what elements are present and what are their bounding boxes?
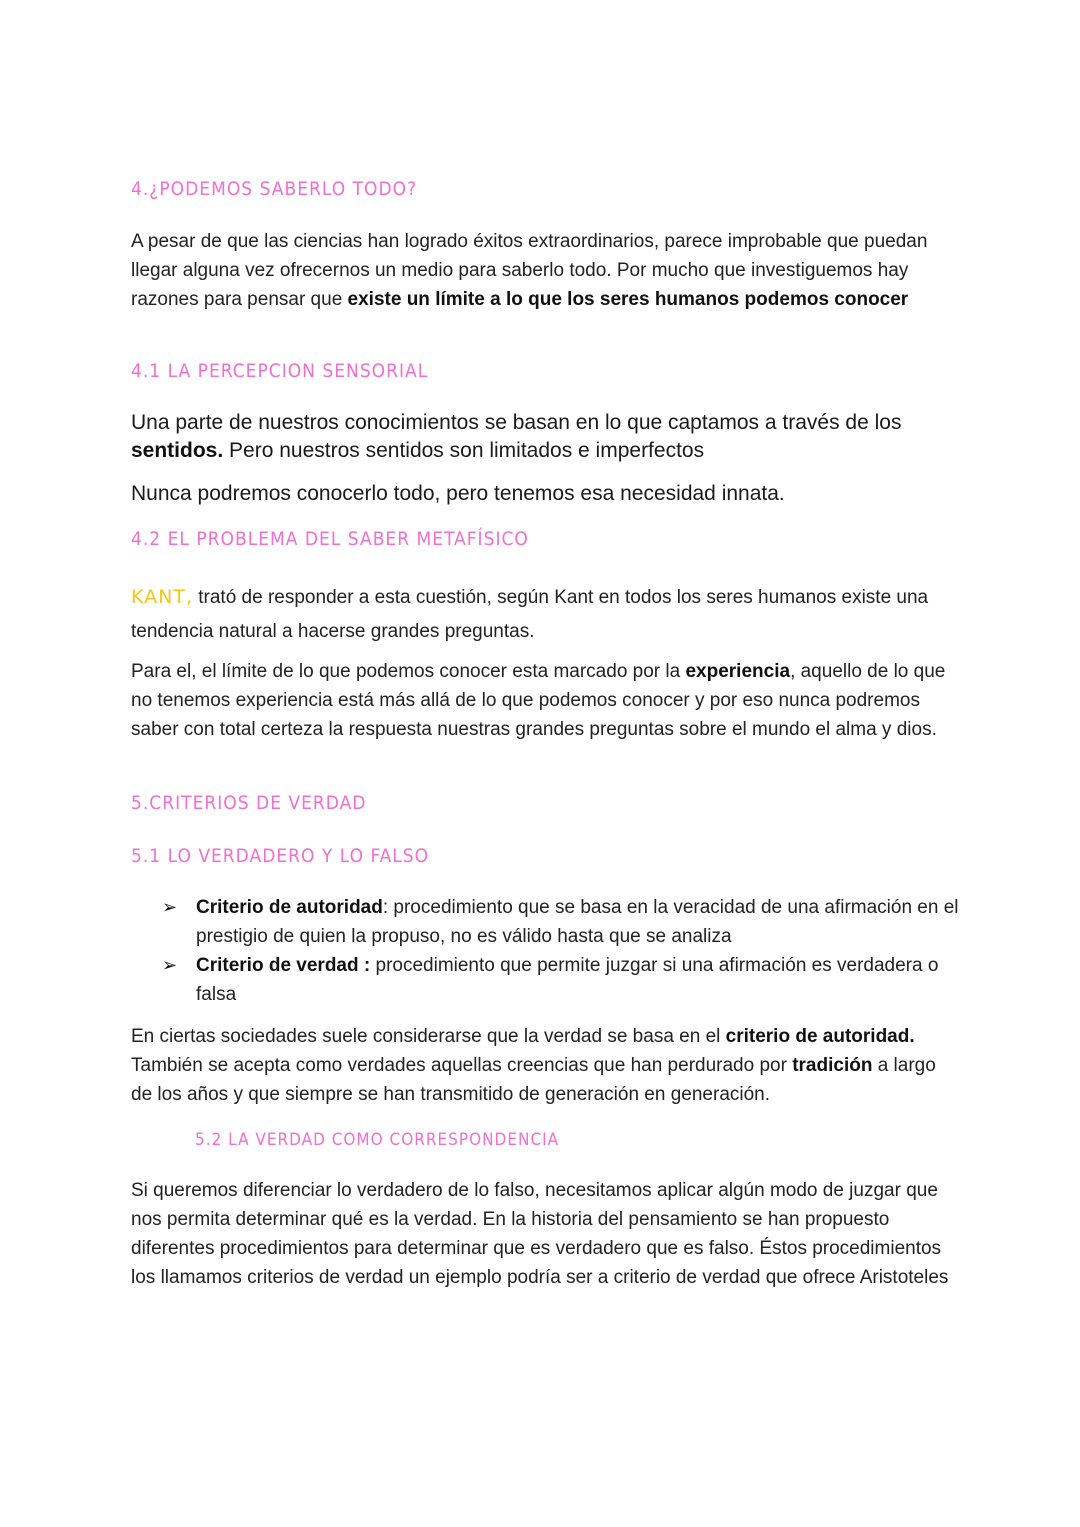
heading-5: 5.CRITERIOS DE VERDAD	[131, 792, 367, 814]
paragraph-text: , aquello de lo que no tenemos experiencia está más allá de lo que podemos conocer y por eso nunca podremos saber con total certeza la respuesta nuestras grandes preguntas sobre el mundo el alma y dios.	[131, 661, 946, 740]
paragraph-4-2-b	[131, 657, 951, 744]
paragraph-bold: sentidos.	[131, 439, 224, 462]
arrow-bullet-icon: ➢	[162, 955, 178, 975]
list-item-text: : procedimiento que se basa en la veracidad de una afirmación en el prestigio de quien la propuso, no es válido hasta que se analiza	[196, 897, 959, 947]
list-item-text: procedimiento que permite juzgar si una afirmación es verdadera o falsa	[196, 955, 939, 1005]
heading-5-1: 5.1 LO VERDADERO Y LO FALSO	[131, 845, 430, 867]
paragraph-text: Una parte de nuestros conocimientos se basan en lo que captamos a través de los	[131, 411, 902, 434]
paragraph-bold: existe un límite a lo que los seres humanos podemos conocer	[347, 289, 909, 310]
paragraph-4-1-b: Nunca podremos conocerlo todo, pero tenemos esa necesidad innata.	[131, 482, 785, 505]
paragraph-bold: experiencia	[685, 661, 791, 682]
heading-5-2: 5.2 LA VERDAD COMO CORRESPONDENCIA	[195, 1130, 560, 1150]
list-item-bold: Criterio de autoridad	[196, 897, 383, 918]
kant-label: KANT,	[131, 586, 193, 608]
paragraph-text: A pesar de que las ciencias han logrado éxitos extraordinarios, parece improbable que puedan llegar alguna vez ofrecernos un medio para saberlo todo. Por mucho que investiguemos hay razones para pensar que	[131, 231, 928, 310]
paragraph-4	[131, 227, 951, 314]
paragraph-4-1-a	[131, 409, 951, 465]
list-item-bold: Criterio de verdad :	[196, 955, 371, 976]
paragraph-text: Pero nuestros sentidos son limitados e imperfectos	[223, 439, 705, 462]
paragraph-5-1	[131, 1022, 951, 1109]
paragraph-bold: tradición	[792, 1055, 873, 1076]
paragraph-text: a largo de los años y que siempre se han transmitido de generación en generación.	[131, 1055, 936, 1105]
paragraph-bold: criterio de autoridad.	[725, 1026, 915, 1047]
arrow-bullet-icon: ➢	[162, 897, 178, 917]
paragraph-text: Para el, el límite de lo que podemos conocer esta marcado por la	[131, 661, 686, 682]
heading-4: 4.¿PODEMOS SABERLO TODO?	[131, 178, 418, 200]
paragraph-4-2-a	[131, 580, 951, 649]
criteria-list	[160, 893, 960, 1009]
paragraph-5-2: Si queremos diferenciar lo verdadero de lo falso, necesitamos aplicar algún modo de juzgar que nos permita determinar qué es la verdad. En la historia del pensamiento se han propuesto diferentes procedimientos para determinar que es verdadero que es falso. Éstos procedimientos los llamamos criterios de verdad un ejemplo podría ser a criterio de verdad que ofrece Aristoteles	[131, 1180, 949, 1288]
heading-4-2: 4.2 EL PROBLEMA DEL SABER METAFÍSICO	[131, 528, 529, 550]
paragraph-text: También se acepta como verdades aquellas creencias que han perdurado por	[131, 1055, 793, 1076]
list-item	[160, 893, 960, 951]
list-item	[160, 951, 960, 1009]
paragraph-text: En ciertas sociedades suele considerarse que la verdad se basa en el	[131, 1026, 726, 1047]
paragraph-text: trató de responder a esta cuestión, según Kant en todos los seres humanos existe una tendencia natural a hacerse grandes preguntas.	[131, 587, 929, 642]
heading-4-1: 4.1 LA PERCEPCION SENSORIAL	[131, 360, 429, 382]
